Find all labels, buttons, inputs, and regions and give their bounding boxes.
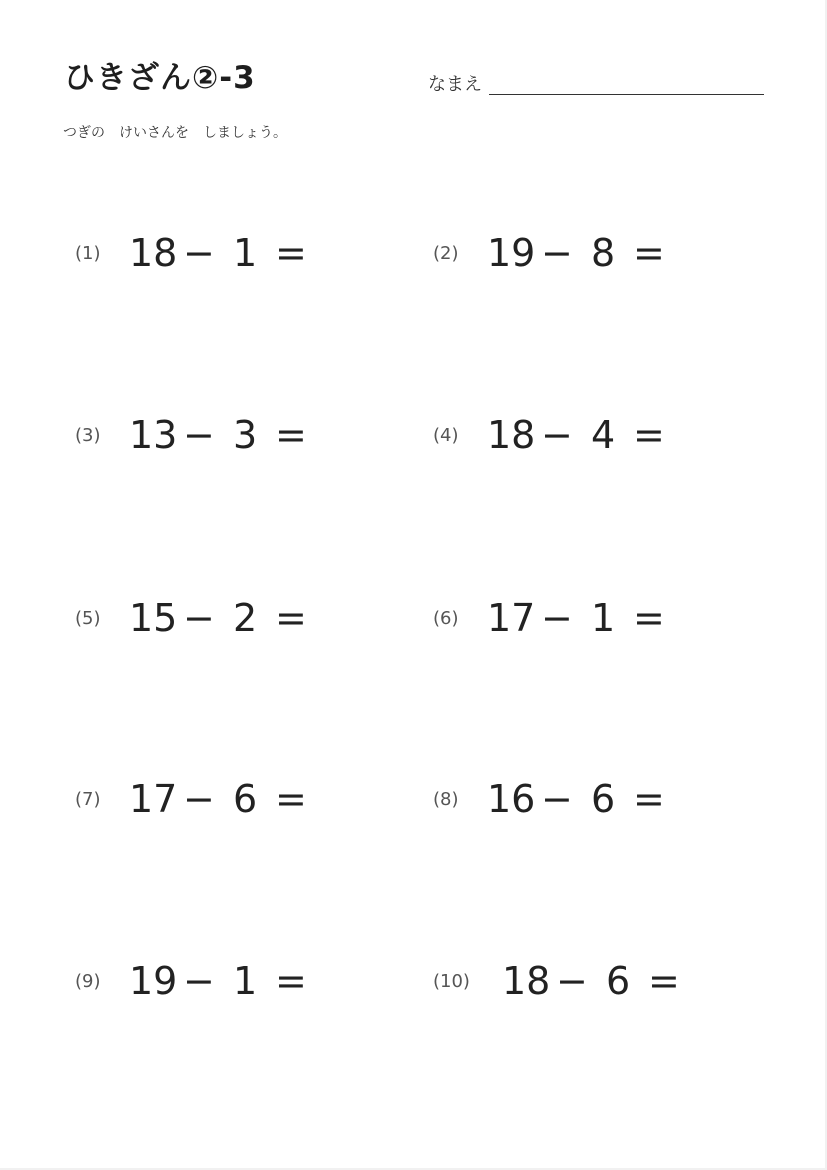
equals-sign: =	[648, 959, 680, 1003]
subtrahend: 1	[233, 959, 258, 1003]
minus-sign: −	[556, 959, 588, 1003]
subtrahend: 6	[591, 777, 616, 821]
equals-sign: =	[275, 777, 307, 821]
problem-number: (3)	[75, 425, 101, 446]
minuend: 16	[487, 777, 536, 821]
problem-number: (4)	[433, 425, 459, 446]
minus-sign: −	[183, 413, 215, 457]
equals-sign: =	[275, 413, 307, 457]
problem-number: (6)	[433, 608, 459, 629]
minuend: 18	[129, 231, 178, 275]
subtrahend: 6	[606, 959, 631, 1003]
problem-number: (10)	[433, 971, 470, 992]
minus-sign: −	[183, 231, 215, 275]
minuend: 19	[487, 231, 536, 275]
worksheet-title: ひきざん②-3	[64, 60, 256, 96]
minus-sign: −	[541, 596, 573, 640]
minus-sign: −	[183, 959, 215, 1003]
equals-sign: =	[633, 777, 665, 821]
subtrahend: 4	[591, 413, 616, 457]
minus-sign: −	[541, 413, 573, 457]
subtrahend: 8	[591, 231, 616, 275]
minuend: 18	[502, 959, 551, 1003]
minus-sign: −	[541, 777, 573, 821]
subtrahend: 1	[233, 231, 258, 275]
problem-number: (7)	[75, 789, 101, 810]
minuend: 17	[129, 777, 178, 821]
minus-sign: −	[183, 777, 215, 821]
problem-number: (5)	[75, 608, 101, 629]
subtrahend: 6	[233, 777, 258, 821]
problem-number: (9)	[75, 971, 101, 992]
problem-number: (2)	[433, 243, 459, 264]
equals-sign: =	[275, 959, 307, 1003]
equals-sign: =	[633, 231, 665, 275]
instruction-text: つぎの けいさんを しましょう。	[63, 125, 287, 141]
equals-sign: =	[633, 413, 665, 457]
minus-sign: −	[541, 231, 573, 275]
minuend: 17	[487, 596, 536, 640]
subtrahend: 3	[233, 413, 258, 457]
name-label: なまえ	[428, 74, 482, 95]
minuend: 19	[129, 959, 178, 1003]
minuend: 18	[487, 413, 536, 457]
equals-sign: =	[275, 231, 307, 275]
subtrahend: 1	[591, 596, 616, 640]
minus-sign: −	[183, 596, 215, 640]
minuend: 13	[129, 413, 178, 457]
problem-number: (8)	[433, 789, 459, 810]
problem-number: (1)	[75, 243, 101, 264]
name-write-line	[489, 94, 764, 95]
minuend: 15	[129, 596, 178, 640]
equals-sign: =	[275, 596, 307, 640]
equals-sign: =	[633, 596, 665, 640]
subtrahend: 2	[233, 596, 258, 640]
